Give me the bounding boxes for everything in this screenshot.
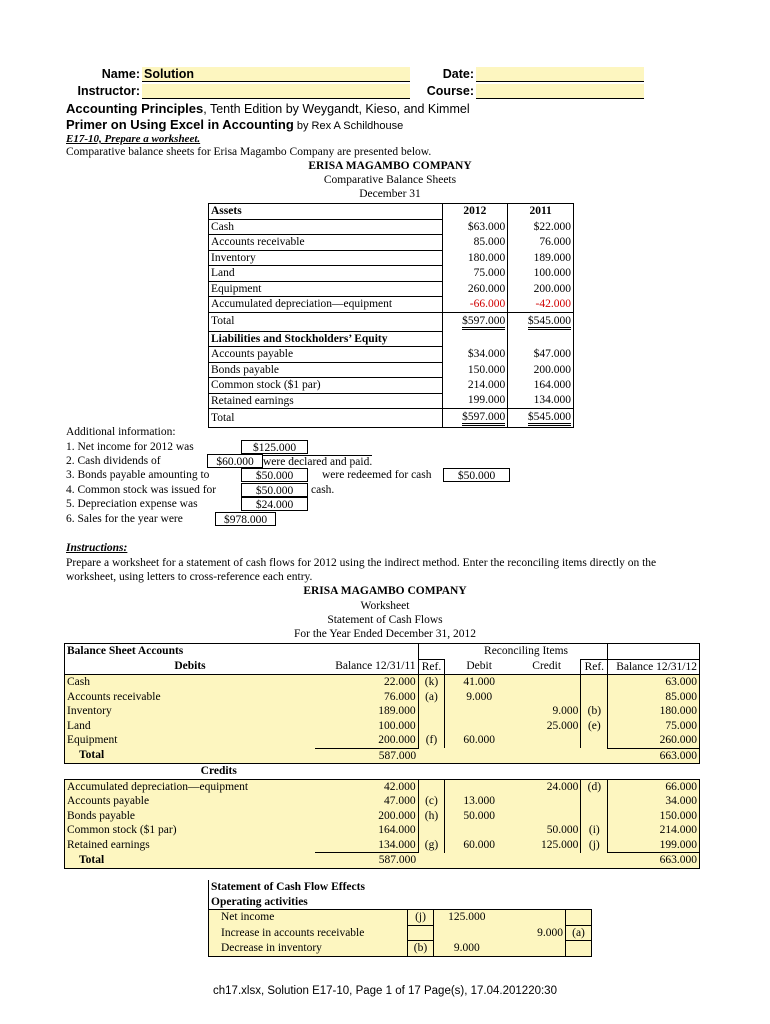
ws-ref2-cell: (e) <box>581 719 608 734</box>
ws-credit-cell: 25.000 <box>513 719 581 734</box>
ws-ref2-cell: (d) <box>581 779 608 794</box>
ws-ref: Ref. <box>418 659 445 675</box>
ws-ref2: Ref. <box>581 659 608 675</box>
effect-label: Decrease in inventory <box>209 941 408 957</box>
effect-credit: 9.000 <box>500 925 566 941</box>
additional-heading: Additional information: <box>66 426 176 438</box>
name-label: Name: <box>101 67 140 81</box>
table-row <box>65 675 700 690</box>
ws-ref-cell: (c) <box>418 794 445 809</box>
additional-1-value: $125.000 <box>241 440 308 454</box>
bs-value: 200.000 <box>508 281 574 297</box>
ws-bal: 22.000 <box>315 675 418 690</box>
ws-ref2-cell: (b) <box>581 704 608 719</box>
ws-ref-cell <box>418 719 445 734</box>
table-row <box>209 393 574 409</box>
ws-bal: 200.000 <box>315 809 418 824</box>
page-footer: ch17.xlsx, Solution E17-10, Page 1 of 17 Page(s), 17.04.201220:30 <box>213 985 557 997</box>
bs-liab-heading: Liabilities and Stockholders’ Equity <box>209 331 443 347</box>
ws-total-bal: 587.000 <box>315 853 418 869</box>
effect-ref: (j) <box>408 910 434 926</box>
ws-account: Accumulated depreciation—equipment <box>65 779 315 794</box>
ws-debit-cell: 60.000 <box>445 838 513 853</box>
table-row <box>209 347 574 363</box>
ws-credit-total-row <box>65 853 700 869</box>
ws-ref-cell: (f) <box>418 733 445 748</box>
instructions-text-1: Prepare a worksheet for a statement of cash flows for 2012 using the indirect method. Enter the reconciling items directly on the <box>66 557 657 569</box>
additional-4: 4. Common stock was issued for <box>66 484 217 496</box>
table-row <box>209 910 592 926</box>
bs-header-row <box>209 204 574 220</box>
ws-credit-cell <box>513 675 581 690</box>
ws-ref-cell: (k) <box>418 675 445 690</box>
ws-ref-cell <box>418 704 445 719</box>
bs-value: 76.000 <box>508 235 574 251</box>
ws-account: Accounts receivable <box>65 690 315 705</box>
ws-ref2-cell <box>581 690 608 705</box>
bs-value: -42.000 <box>508 297 574 313</box>
ws-header-row-2 <box>65 659 700 675</box>
bs-label: Inventory <box>209 250 443 266</box>
bs-total-2012: $597.000 <box>462 411 505 426</box>
table-row <box>209 941 592 957</box>
ws-credit-cell <box>513 794 581 809</box>
ws-account: Land <box>65 719 315 734</box>
bs-value: 134.000 <box>508 393 574 409</box>
ws-credit-cell: 125.000 <box>513 838 581 853</box>
ws-end: 150.000 <box>608 809 700 824</box>
ws-total-label: Total <box>65 748 315 764</box>
additional-2-text: were declared and paid. <box>263 456 373 468</box>
effect-ref2 <box>566 910 592 926</box>
bs-title: Comparative Balance Sheets <box>323 174 457 186</box>
table-row <box>209 266 574 282</box>
bs-company: ERISA MAGAMBO COMPANY <box>308 160 472 172</box>
effect-debit <box>434 925 500 941</box>
ws-end: 66.000 <box>608 779 700 794</box>
bs-total-label: Total <box>209 312 443 331</box>
ws-ref2-cell <box>581 809 608 824</box>
additional-3-value2: $50.000 <box>443 468 510 482</box>
effects-heading: Statement of Cash Flow Effects <box>209 880 592 895</box>
table-row <box>65 794 700 809</box>
ws-bs-accounts: Balance Sheet Accounts <box>65 644 315 660</box>
ws-reconciling: Reconciling Items <box>445 644 608 660</box>
bs-value: $63.000 <box>442 219 508 235</box>
ws-end: 199.000 <box>608 838 700 853</box>
ws-ref2-cell: (j) <box>581 838 608 853</box>
bs-value: 189.000 <box>508 250 574 266</box>
table-row <box>65 704 700 719</box>
table-row <box>209 925 592 941</box>
ws-ref-cell: (h) <box>418 809 445 824</box>
bs-value: 260.000 <box>442 281 508 297</box>
table-row <box>65 823 700 838</box>
ws-account: Common stock ($1 par) <box>65 823 315 838</box>
ws-ref2-cell <box>581 733 608 748</box>
book-title: Accounting Principles <box>66 101 204 116</box>
bs-assets-total-row <box>209 312 574 331</box>
exercise-title: E17-10, Prepare a worksheet. <box>66 133 201 145</box>
ws-credit-cell <box>513 690 581 705</box>
ws-debit-cell: 9.000 <box>445 690 513 705</box>
effect-label: Net income <box>209 910 408 926</box>
ws-balance-start: Balance 12/31/11 <box>315 659 418 675</box>
bs-label: Land <box>209 266 443 282</box>
table-row <box>209 250 574 266</box>
bs-date: December 31 <box>359 188 421 200</box>
table-row <box>209 235 574 251</box>
ws-debit-cell <box>445 823 513 838</box>
effect-debit: 125.000 <box>434 910 500 926</box>
table-row <box>65 719 700 734</box>
additional-4-text: cash. <box>311 484 335 496</box>
course-label: Course: <box>426 84 474 98</box>
effect-ref <box>408 925 434 941</box>
ws-bal: 42.000 <box>315 779 418 794</box>
bs-label: Accounts receivable <box>209 235 443 251</box>
ws-debit-cell <box>445 719 513 734</box>
ws-total-end: 663.000 <box>608 853 700 869</box>
exercise-intro: Comparative balance sheets for Erisa Magambo Company are presented below. <box>66 146 432 158</box>
ws-total-bal: 587.000 <box>315 748 418 764</box>
ws-account: Retained earnings <box>65 838 315 853</box>
table-row <box>65 690 700 705</box>
effect-ref: (b) <box>408 941 434 957</box>
table-row <box>209 378 574 394</box>
ws-bal: 189.000 <box>315 704 418 719</box>
bs-label: Equipment <box>209 281 443 297</box>
ws-debit-cell: 13.000 <box>445 794 513 809</box>
ws-bal: 100.000 <box>315 719 418 734</box>
worksheet-table <box>64 643 700 869</box>
table-row <box>65 809 700 824</box>
ws-debit-total-row <box>65 748 700 764</box>
bs-value: 214.000 <box>442 378 508 394</box>
effect-ref2 <box>566 941 592 957</box>
ws-balance-end: Balance 12/31/12 <box>608 659 700 675</box>
ws-account: Equipment <box>65 733 315 748</box>
effect-debit: 9.000 <box>434 941 500 957</box>
bs-value: 85.000 <box>442 235 508 251</box>
bs-value: $22.000 <box>508 219 574 235</box>
bs-value: 180.000 <box>442 250 508 266</box>
ws-bal: 164.000 <box>315 823 418 838</box>
instructions-heading: Instructions: <box>66 542 128 554</box>
bs-value: 75.000 <box>442 266 508 282</box>
table-row <box>65 733 700 748</box>
ws-credit-cell: 50.000 <box>513 823 581 838</box>
cash-flow-effects-table <box>208 880 592 957</box>
bs-value: 150.000 <box>442 362 508 378</box>
ws-end: 75.000 <box>608 719 700 734</box>
ws-debit-cell: 60.000 <box>445 733 513 748</box>
additional-5-value: $24.000 <box>241 497 308 511</box>
ws-bal: 134.000 <box>315 838 418 853</box>
ws-credit-cell: 24.000 <box>513 779 581 794</box>
book-rest: , Tenth Edition by Weygandt, Kieso, and Kimmel <box>203 102 470 116</box>
ws-end: 63.000 <box>608 675 700 690</box>
ws-end: 260.000 <box>608 733 700 748</box>
ws-account: Bonds payable <box>65 809 315 824</box>
effect-credit <box>500 910 566 926</box>
date-label: Date: <box>442 67 474 81</box>
ws-bal: 47.000 <box>315 794 418 809</box>
additional-3: 3. Bonds payable amounting to <box>66 469 210 481</box>
ws-credit-cell: 9.000 <box>513 704 581 719</box>
ws-credit-cell <box>513 809 581 824</box>
table-row <box>65 838 700 853</box>
bs-total-2011: $545.000 <box>528 411 571 426</box>
bs-value: 199.000 <box>442 393 508 409</box>
ws-total-label: Total <box>65 853 315 869</box>
bs-label: Retained earnings <box>209 393 443 409</box>
ws-debit: Debit <box>445 659 513 675</box>
ws-bal: 200.000 <box>315 733 418 748</box>
additional-5: 5. Depreciation expense was <box>66 498 198 510</box>
ws-subtitle: Statement of Cash Flows <box>327 614 443 626</box>
ws-total-end: 663.000 <box>608 748 700 764</box>
ws-ref-cell: (g) <box>418 838 445 853</box>
additional-3-text: were redeemed for cash <box>322 469 432 481</box>
ws-credit: Credit <box>513 659 581 675</box>
ws-header-row-1 <box>65 644 700 660</box>
ws-end: 34.000 <box>608 794 700 809</box>
additional-4-value: $50.000 <box>241 483 308 497</box>
ws-debits: Debits <box>65 659 315 675</box>
additional-2-value: $60.000 <box>207 454 263 468</box>
operating-row <box>209 895 592 910</box>
ws-debit-cell <box>445 779 513 794</box>
bs-liab-heading-row <box>209 331 574 347</box>
bs-label: Cash <box>209 219 443 235</box>
ws-ref-cell <box>418 823 445 838</box>
bs-value: 100.000 <box>508 266 574 282</box>
ws-title: Worksheet <box>360 600 410 612</box>
date-field[interactable] <box>476 67 644 82</box>
bs-liab-total-row <box>209 409 574 428</box>
instructor-field[interactable] <box>142 84 410 99</box>
ws-bal: 76.000 <box>315 690 418 705</box>
bs-value: 164.000 <box>508 378 574 394</box>
ws-end: 180.000 <box>608 704 700 719</box>
ws-debit-cell: 41.000 <box>445 675 513 690</box>
effects-heading-row <box>209 880 592 895</box>
bs-col-2012: 2012 <box>442 204 508 220</box>
bs-value: $47.000 <box>508 347 574 363</box>
effect-credit <box>500 941 566 957</box>
ws-ref-cell: (a) <box>418 690 445 705</box>
additional-1: 1. Net income for 2012 was <box>66 441 194 453</box>
bs-value: 200.000 <box>508 362 574 378</box>
ws-end: 85.000 <box>608 690 700 705</box>
additional-6-value: $978.000 <box>215 512 276 526</box>
name-field[interactable]: Solution <box>142 67 410 82</box>
primer-title: Primer on Using Excel in Accounting <box>66 117 294 132</box>
effect-label: Increase in accounts receivable <box>209 925 408 941</box>
ws-ref2-cell <box>581 794 608 809</box>
bs-value: $34.000 <box>442 347 508 363</box>
bs-assets-heading: Assets <box>209 204 443 220</box>
bs-value: -66.000 <box>442 297 508 313</box>
ws-ref2-cell: (i) <box>581 823 608 838</box>
ws-company: ERISA MAGAMBO COMPANY <box>303 585 467 597</box>
primer-line <box>66 117 403 132</box>
additional-2: 2. Cash dividends of <box>66 455 161 467</box>
additional-6: 6. Sales for the year were <box>66 513 183 525</box>
bs-label: Accounts payable <box>209 347 443 363</box>
book-line <box>66 101 470 116</box>
effect-ref2: (a) <box>566 925 592 941</box>
ws-period: For the Year Ended December 31, 2012 <box>293 628 477 640</box>
table-row <box>209 297 574 313</box>
ws-debit-cell: 50.000 <box>445 809 513 824</box>
ws-debit-cell <box>445 704 513 719</box>
instructions-text-2: worksheet, using letters to cross-reference each entry. <box>66 571 313 583</box>
bs-total-label: Total <box>209 409 443 428</box>
ws-account: Inventory <box>65 704 315 719</box>
ws-credits-row <box>65 764 700 780</box>
bs-label: Bonds payable <box>209 362 443 378</box>
table-row <box>209 219 574 235</box>
table-row <box>209 362 574 378</box>
bs-label: Accumulated depreciation—equipment <box>209 297 443 313</box>
ws-credits: Credits <box>200 765 237 777</box>
primer-rest: by Rex A Schildhouse <box>293 120 404 132</box>
bs-total-2012: $597.000 <box>462 315 505 330</box>
ws-account: Cash <box>65 675 315 690</box>
bs-col-2011: 2011 <box>508 204 574 220</box>
bs-label: Common stock ($1 par) <box>209 378 443 394</box>
course-field[interactable] <box>476 84 644 99</box>
ws-account: Accounts payable <box>65 794 315 809</box>
instructor-label: Instructor: <box>77 84 140 98</box>
balance-sheet-table <box>208 203 574 428</box>
ws-end: 214.000 <box>608 823 700 838</box>
ws-credit-cell <box>513 733 581 748</box>
ws-ref2-cell <box>581 675 608 690</box>
bs-total-2011: $545.000 <box>528 315 571 330</box>
ws-ref-cell <box>418 779 445 794</box>
additional-3-value: $50.000 <box>241 468 308 482</box>
table-row <box>209 281 574 297</box>
operating-heading: Operating activities <box>209 895 592 910</box>
table-row <box>65 779 700 794</box>
